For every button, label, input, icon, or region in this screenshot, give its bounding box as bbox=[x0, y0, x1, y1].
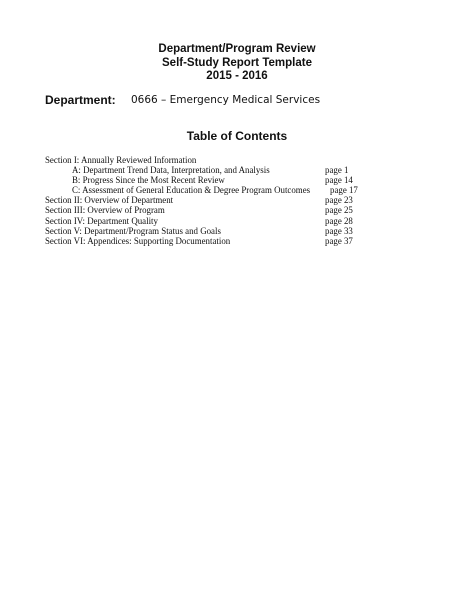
title-line-1: Department/Program Review bbox=[158, 43, 316, 55]
toc-entry-label: Section III: Overview of Program bbox=[45, 205, 165, 216]
toc-entry-label: Section V: Department/Program Status and Goals bbox=[45, 225, 221, 236]
title-line-2: Self-Study Report Template bbox=[162, 56, 312, 69]
toc-entry-page: page 25 bbox=[325, 205, 353, 216]
toc-entry-page: page 28 bbox=[325, 215, 353, 226]
toc-row bbox=[0, 165, 474, 175]
table-of-contents bbox=[0, 155, 474, 246]
toc-row bbox=[0, 185, 474, 195]
toc-heading: Table of Contents bbox=[186, 129, 288, 143]
toc-entry-label: B: Progress Since the Most Recent Review bbox=[72, 175, 225, 186]
toc-entry-page: page 1 bbox=[325, 165, 349, 176]
toc-row bbox=[0, 195, 474, 205]
toc-entry-label: Section II: Overview of Department bbox=[45, 195, 174, 206]
toc-row bbox=[0, 155, 474, 165]
toc-row bbox=[0, 175, 474, 185]
toc-entry-label: C: Assessment of General Education & Degree Program Outcomes bbox=[72, 185, 311, 196]
toc-entry-page: page 37 bbox=[325, 235, 353, 246]
toc-entry-label: Section VI: Appendices: Supporting Documentation bbox=[45, 235, 231, 246]
document-title bbox=[0, 43, 474, 84]
toc-row bbox=[0, 216, 474, 226]
toc-entry-label: Section I: Annually Reviewed Information bbox=[45, 155, 197, 165]
toc-entry-label: Section IV: Department Quality bbox=[45, 215, 158, 226]
toc-row bbox=[0, 236, 474, 246]
toc-row bbox=[0, 226, 474, 236]
toc-row bbox=[0, 205, 474, 215]
department-value: 0666 – Emergency Medical Services bbox=[131, 94, 321, 106]
toc-entry-page: page 17 bbox=[330, 185, 358, 196]
toc-entry-page: page 33 bbox=[325, 225, 353, 236]
department-label: Department: bbox=[45, 93, 116, 107]
toc-entry-label: A: Department Trend Data, Interpretation, and Analysis bbox=[72, 165, 270, 176]
toc-entry-page: page 14 bbox=[325, 175, 353, 186]
toc-entry-page: page 23 bbox=[325, 195, 353, 206]
title-line-3: 2015 - 2016 bbox=[206, 70, 268, 82]
